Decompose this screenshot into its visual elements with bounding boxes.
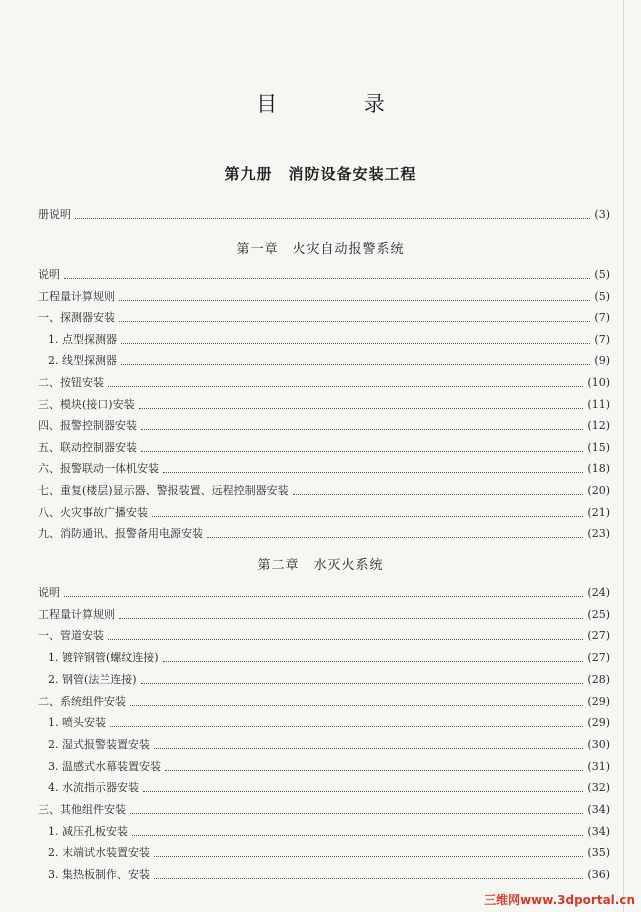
entry-page: (20) [587, 484, 610, 497]
page-edge-line [623, 0, 624, 912]
toc-title: 目 录 [256, 92, 425, 116]
entry-label: 四、报警控制器安装 [38, 419, 137, 433]
chapter-title: 第一章 火灾自动报警系统 [236, 242, 405, 257]
entry-page: (12) [587, 419, 610, 433]
entry-page: (10) [587, 376, 610, 389]
entry-page: (9) [594, 354, 610, 368]
toc-entry [48, 647, 610, 665]
entry-label: 三、模块(接口)安装 [38, 397, 135, 411]
dot-leader [165, 770, 583, 771]
entry-label: 七、重复(楼层)显示器、警报装置、远程控制器安装 [38, 484, 289, 497]
toc-entry [38, 799, 610, 817]
toc-entry [38, 582, 610, 600]
entry-page: (27) [587, 651, 610, 665]
entry-label: 3. 温感式水幕装置安装 [48, 759, 161, 773]
dot-leader [108, 386, 583, 387]
toc-entry [38, 691, 610, 709]
entry-label: 2. 末端试水装置安装 [48, 846, 150, 860]
entry-page: (15) [587, 440, 610, 454]
entry-page: (29) [587, 694, 610, 708]
toc-entry [48, 669, 610, 687]
entry-page: (36) [587, 868, 610, 882]
dot-leader [139, 408, 584, 409]
dot-leader [154, 856, 583, 857]
entry-label: 一、探测器安装 [38, 311, 115, 325]
chapter-title: 第二章 水灭火系统 [257, 558, 384, 573]
dot-leader [121, 364, 590, 365]
entry-label: 1. 镀锌钢管(螺纹连接) [48, 651, 159, 665]
entry-page: (11) [587, 397, 610, 411]
toc-entry [48, 777, 610, 795]
entry-page: (31) [587, 759, 610, 773]
dot-leader [75, 218, 590, 219]
dot-leader [110, 726, 583, 727]
toc-entry [48, 734, 610, 752]
dot-leader [207, 537, 583, 538]
toc-entry [38, 415, 610, 433]
entry-page: (5) [594, 268, 610, 281]
entry-label: 八、火灾事故广播安装 [38, 505, 148, 519]
entry-label: 1. 减压孔板安装 [48, 824, 128, 838]
dot-leader [108, 639, 583, 640]
toc-entry [38, 437, 610, 455]
entry-page: (7) [594, 311, 610, 325]
entry-label: 说明 [38, 268, 60, 281]
dot-leader [132, 835, 583, 836]
entry-label: 2. 湿式报警装置安装 [48, 737, 150, 751]
entry-label: 二、系统组件安装 [38, 694, 126, 708]
entry-label: 3. 集热板制作、安装 [48, 868, 150, 882]
entry-page: (29) [587, 716, 610, 730]
entry-label: 二、按钮安装 [38, 376, 104, 389]
entry-page: (24) [587, 586, 610, 599]
entry-label: 工程量计算规则 [38, 607, 115, 621]
volume-note-entry [38, 204, 610, 222]
entry-label: 工程量计算规则 [38, 289, 115, 303]
dot-leader [293, 494, 584, 495]
entry-label: 2. 线型探测器 [48, 354, 117, 368]
entry-page: (35) [587, 846, 610, 860]
dot-leader [119, 300, 590, 301]
entry-label: 六、报警联动一体机安装 [38, 462, 159, 476]
toc-entry [38, 523, 610, 541]
entry-page: (25) [587, 607, 610, 621]
toc-entry [38, 480, 610, 498]
entry-page: (32) [587, 781, 610, 795]
toc-entry [48, 756, 610, 774]
dot-leader [143, 791, 583, 792]
watermark-text: 三维网www.3dportal.cn [484, 893, 635, 907]
volume-title: 第九册 消防设备安装工程 [224, 165, 417, 183]
toc-entry [48, 821, 610, 839]
toc-entry [38, 502, 610, 520]
dot-leader [154, 878, 583, 879]
toc-entry [38, 604, 610, 622]
toc-entry [38, 307, 610, 325]
entry-page: (21) [587, 505, 610, 519]
entry-label: 五、联动控制器安装 [38, 440, 137, 454]
entry-label: 1. 点型探测器 [48, 332, 117, 346]
entry-label: 九、消防通讯、报警备用电源安装 [38, 527, 203, 541]
dot-leader [141, 429, 583, 430]
toc-entry [38, 394, 610, 412]
toc-entry [38, 264, 610, 282]
toc-entry [48, 350, 610, 368]
dot-leader [119, 321, 590, 322]
dot-leader [64, 596, 583, 597]
toc-entry [48, 864, 610, 882]
entry-page: (23) [587, 527, 610, 541]
dot-leader [163, 472, 583, 473]
entry-label: 说明 [38, 586, 60, 599]
entry-label: 2. 钢管(法兰连接) [48, 672, 137, 686]
toc-entry [38, 458, 610, 476]
dot-leader [141, 451, 583, 452]
dot-leader [130, 705, 583, 706]
dot-leader [130, 813, 583, 814]
toc-entry [38, 286, 610, 304]
entry-page: (3) [594, 208, 610, 221]
entry-page: (34) [587, 803, 610, 816]
toc-entry [38, 625, 610, 643]
watermark [484, 891, 635, 908]
entry-label: 一、管道安装 [38, 629, 104, 643]
dot-leader [163, 661, 584, 662]
dot-leader [152, 516, 583, 517]
entry-page: (34) [587, 824, 610, 838]
entry-label: 4. 水流指示器安装 [48, 781, 139, 795]
entry-page: (28) [587, 672, 610, 686]
entry-page: (27) [587, 629, 610, 643]
entry-page: (5) [594, 289, 610, 303]
dot-leader [119, 618, 583, 619]
entry-page: (7) [594, 332, 610, 346]
dot-leader [141, 683, 584, 684]
dot-leader [64, 278, 590, 279]
entry-label: 册说明 [38, 208, 71, 221]
entry-page: (18) [587, 462, 610, 476]
toc-entry [38, 372, 610, 390]
dot-leader [121, 343, 590, 344]
toc-entry [48, 842, 610, 860]
entry-label: 三、其他组件安装 [38, 803, 126, 816]
dot-leader [154, 748, 583, 749]
toc-entry [48, 712, 610, 730]
entry-page: (30) [587, 737, 610, 751]
entry-label: 1. 喷头安装 [48, 716, 106, 730]
toc-entry [48, 329, 610, 347]
